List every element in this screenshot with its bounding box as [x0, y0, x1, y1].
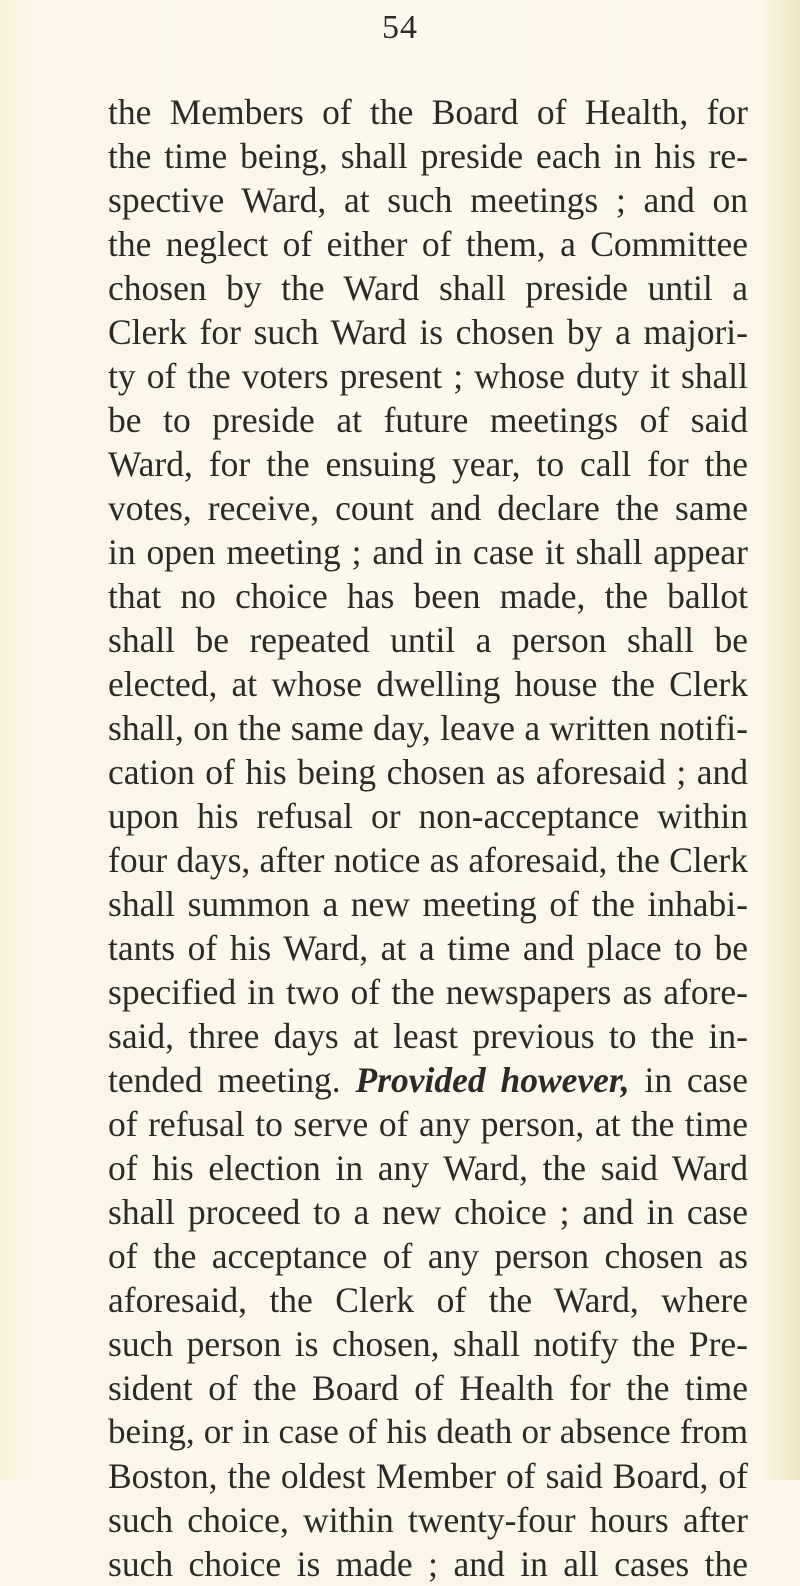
text-line: tants of his Ward, at a time and place to be: [108, 928, 748, 968]
body-text: [108, 90, 748, 1586]
text-line: aforesaid, the Clerk of the Ward, where: [108, 1280, 748, 1320]
text-line: specified in two of the newspapers as afore-: [108, 972, 748, 1012]
text-line: in open meeting ; and in case it shall appear: [108, 532, 748, 572]
text-segment: tended meeting.: [108, 1060, 341, 1100]
text-line: Clerk for such Ward is chosen by a majori-: [108, 312, 748, 352]
text-line: shall proceed to a new choice ; and in case: [108, 1192, 748, 1232]
text-line: the Members of the Board of Health, for: [108, 92, 748, 132]
text-line: four days, after notice as aforesaid, the Clerk: [108, 840, 748, 880]
text-line: sident of the Board of Health for the time: [108, 1368, 748, 1408]
text-line: of the acceptance of any person chosen as: [108, 1236, 748, 1276]
text-line: such choice is made ; and in all cases the: [108, 1544, 748, 1584]
text-line: the time being, shall preside each in his re-: [108, 136, 748, 176]
text-line: of refusal to serve of any person, at the time: [108, 1104, 748, 1144]
text-line: such person is chosen, shall notify the Pre-: [108, 1324, 748, 1364]
text-line: spective Ward, at such meetings ; and on: [108, 180, 748, 220]
text-line: Boston, the oldest Member of said Board, of: [108, 1456, 748, 1496]
text-segment: in case: [644, 1060, 748, 1100]
text-line: Ward, for the ensuing year, to call for the: [108, 444, 748, 484]
text-line: the neglect of either of them, a Committee: [108, 224, 748, 264]
text-line: shall, on the same day, leave a written notifi-: [108, 708, 748, 748]
text-line-mixed: [108, 1058, 748, 1102]
text-line: being, or in case of his death or absence from: [108, 1412, 748, 1451]
text-line: of his election in any Ward, the said Ward: [108, 1148, 748, 1188]
text-line: such choice, within twenty-four hours after: [108, 1500, 748, 1540]
text-line: upon his refusal or non-acceptance within: [108, 796, 748, 836]
text-line: said, three days at least previous to the in-: [108, 1016, 748, 1056]
text-line: shall summon a new meeting of the inhabi-: [108, 884, 748, 924]
text-line: shall be repeated until a person shall be: [108, 620, 748, 660]
text-line: chosen by the Ward shall preside until a: [108, 268, 748, 308]
page-number: 54: [382, 9, 418, 46]
text-line: cation of his being chosen as aforesaid ; and: [108, 752, 748, 792]
text-line: ty of the voters present ; whose duty it shall: [108, 356, 748, 396]
text-line: be to preside at future meetings of said: [108, 400, 748, 440]
emphasized-text: Provided however,: [355, 1060, 630, 1100]
text-line: that no choice has been made, the ballot: [108, 576, 748, 616]
text-line: elected, at whose dwelling house the Clerk: [108, 664, 748, 704]
text-line: votes, receive, count and declare the same: [108, 488, 748, 528]
